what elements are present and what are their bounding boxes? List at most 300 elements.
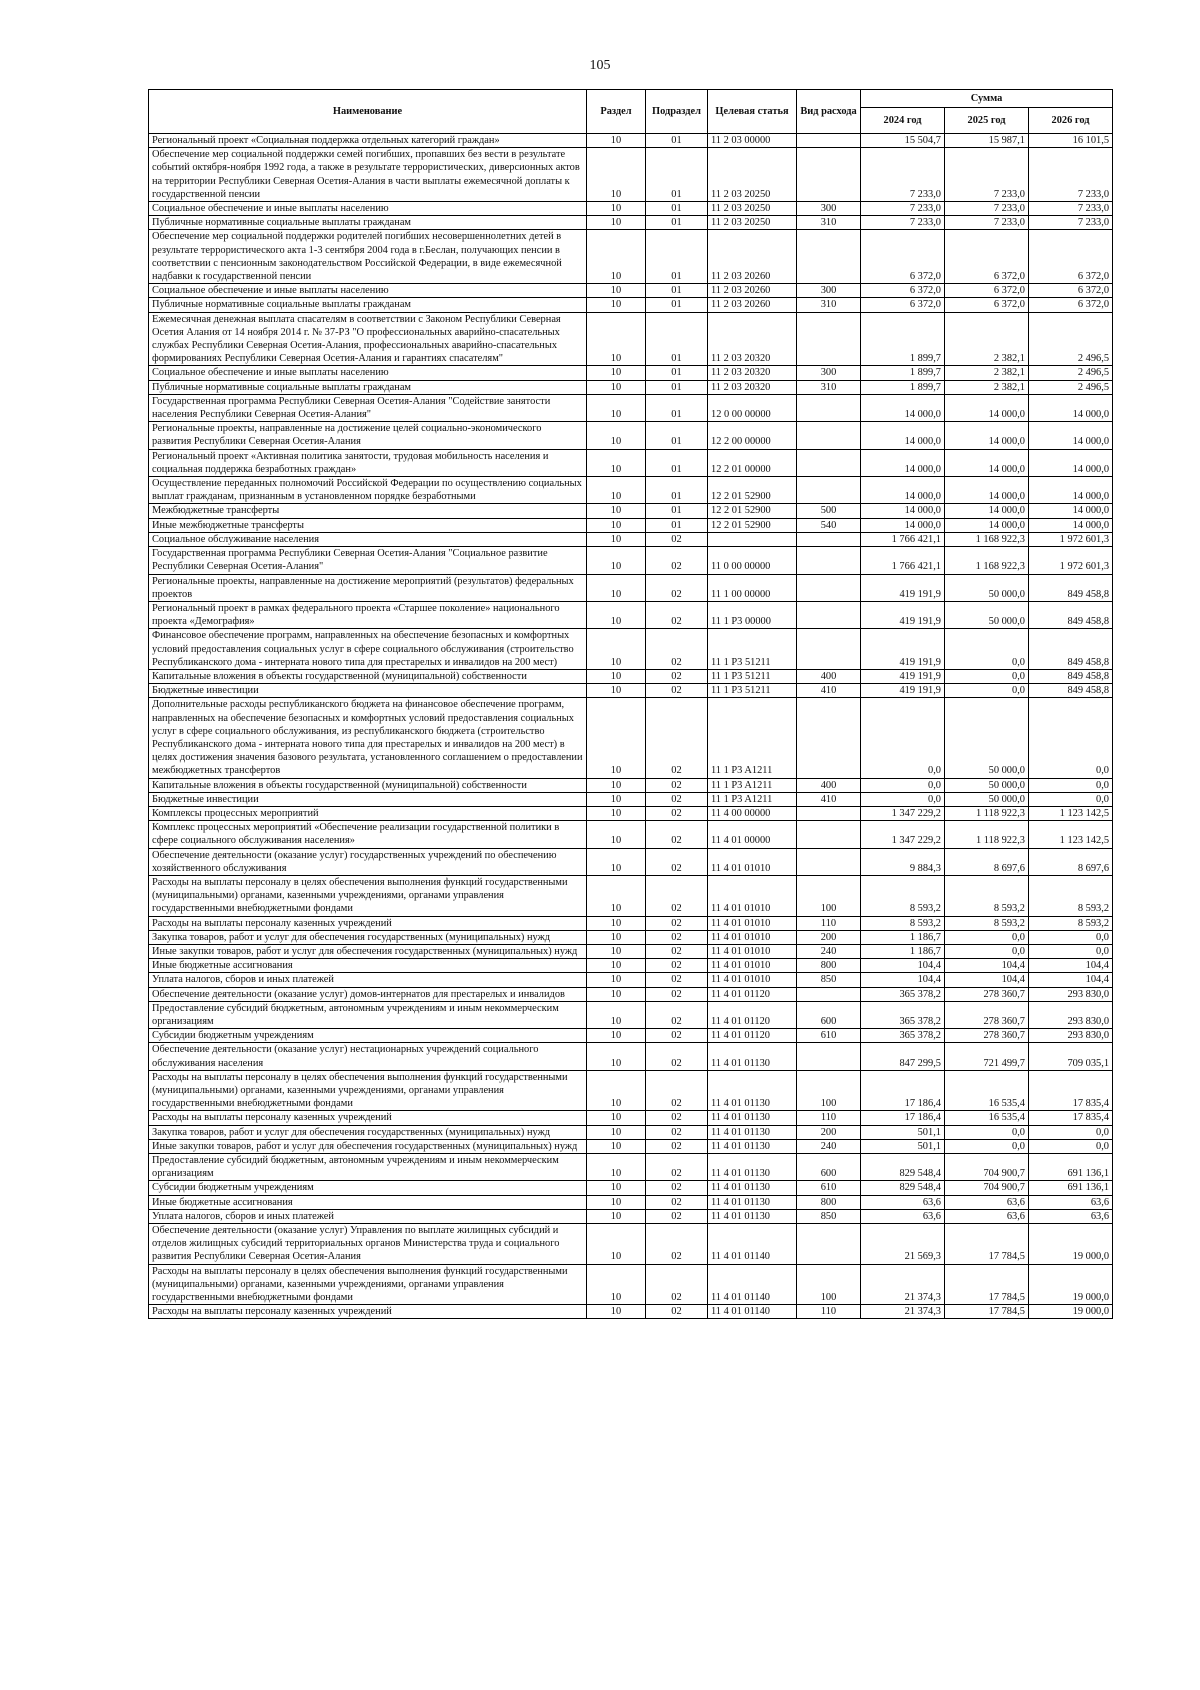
row-sum-2025: 0,0 [945,944,1029,958]
row-section: 10 [587,477,646,504]
row-sum-2025: 2 382,1 [945,312,1029,366]
row-sum-2026: 2 496,5 [1029,366,1113,380]
row-subsection: 01 [646,394,708,421]
row-sum-2025: 63,6 [945,1209,1029,1223]
row-target-article: 11 1 P3 51211 [708,669,797,683]
row-name: Обеспечение деятельности (оказание услуг) домов-интернатов для престарелых и инвалидов [149,987,587,1001]
table-row [149,298,1113,312]
row-expense-kind [797,806,861,820]
row-subsection: 02 [646,1195,708,1209]
row-section: 10 [587,778,646,792]
header-name: Наименование [149,90,587,134]
row-name: Обеспечение деятельности (оказание услуг) Управления по выплате жилищных субсидий и отделов жилищных субсидий территориальных органов Министерства труда и социального развития Республики Северная Осетия-Алания [149,1224,587,1265]
row-sum-2024: 9 884,3 [861,848,945,875]
table-row [149,547,1113,574]
row-name: Социальное обеспечение и иные выплаты населению [149,284,587,298]
row-subsection: 02 [646,684,708,698]
table-row [149,875,1113,916]
row-expense-kind: 300 [797,284,861,298]
row-sum-2025: 50 000,0 [945,574,1029,601]
row-sum-2026: 849 458,8 [1029,574,1113,601]
row-section: 10 [587,230,646,284]
row-section: 10 [587,547,646,574]
row-target-article: 11 4 01 01140 [708,1305,797,1319]
row-sum-2024: 21 569,3 [861,1224,945,1265]
row-subsection: 01 [646,148,708,202]
row-subsection: 02 [646,930,708,944]
table-row [149,449,1113,476]
row-expense-kind: 850 [797,1209,861,1223]
row-subsection: 02 [646,1029,708,1043]
row-section: 10 [587,1001,646,1028]
header-year-2025: 2025 год [945,108,1029,134]
row-sum-2025: 278 360,7 [945,987,1029,1001]
table-row [149,134,1113,148]
row-name: Субсидии бюджетным учреждениям [149,1029,587,1043]
row-target-article: 11 2 03 20260 [708,298,797,312]
row-target-article: 12 2 00 00000 [708,422,797,449]
row-sum-2025: 6 372,0 [945,284,1029,298]
row-subsection: 02 [646,629,708,670]
row-expense-kind: 600 [797,1001,861,1028]
row-sum-2024: 6 372,0 [861,230,945,284]
row-target-article: 12 2 01 52900 [708,518,797,532]
row-sum-2024: 7 233,0 [861,216,945,230]
row-sum-2026: 293 830,0 [1029,987,1113,1001]
row-subsection: 01 [646,284,708,298]
row-sum-2024: 0,0 [861,792,945,806]
row-name: Расходы на выплаты персоналу казенных учреждений [149,916,587,930]
row-subsection: 02 [646,532,708,546]
row-sum-2025: 14 000,0 [945,422,1029,449]
row-subsection: 01 [646,202,708,216]
row-sum-2026: 0,0 [1029,944,1113,958]
row-sum-2024: 829 548,4 [861,1181,945,1195]
row-section: 10 [587,366,646,380]
table-row [149,1264,1113,1305]
header-sum: Сумма [861,90,1113,108]
row-section: 10 [587,930,646,944]
row-expense-kind [797,547,861,574]
row-expense-kind [797,1224,861,1265]
row-sum-2026: 1 972 601,3 [1029,532,1113,546]
row-sum-2026: 6 372,0 [1029,298,1113,312]
row-sum-2025: 16 535,4 [945,1111,1029,1125]
row-sum-2024: 7 233,0 [861,148,945,202]
row-sum-2026: 293 830,0 [1029,1029,1113,1043]
row-target-article: 12 2 01 52900 [708,504,797,518]
row-sum-2025: 1 168 922,3 [945,532,1029,546]
row-sum-2024: 1 766 421,1 [861,547,945,574]
row-expense-kind: 100 [797,875,861,916]
row-expense-kind [797,148,861,202]
row-expense-kind: 610 [797,1181,861,1195]
row-expense-kind: 610 [797,1029,861,1043]
row-subsection: 01 [646,134,708,148]
row-sum-2024: 6 372,0 [861,284,945,298]
table-row [149,1224,1113,1265]
row-sum-2024: 847 299,5 [861,1043,945,1070]
row-subsection: 02 [646,669,708,683]
row-subsection: 01 [646,298,708,312]
row-section: 10 [587,422,646,449]
table-row [149,1029,1113,1043]
row-sum-2026: 6 372,0 [1029,284,1113,298]
row-expense-kind: 410 [797,792,861,806]
row-expense-kind: 100 [797,1070,861,1111]
row-sum-2026: 0,0 [1029,698,1113,778]
row-expense-kind: 110 [797,916,861,930]
row-sum-2026: 0,0 [1029,930,1113,944]
row-name: Обеспечение деятельности (оказание услуг) нестационарных учреждений социального обслуживания населения [149,1043,587,1070]
row-sum-2024: 14 000,0 [861,518,945,532]
table-row [149,792,1113,806]
row-name: Обеспечение мер социальной поддержки родителей погибших несовершеннолетних детей в результате террористического акта 1-3 сентября 2004 года в г.Беслан, получающих пенсии в соответствии с пенсионным законодательством Российской Федерации, в виде ежемесячной надбавки к государственной пенсии [149,230,587,284]
row-sum-2024: 0,0 [861,778,945,792]
row-name: Иные закупки товаров, работ и услуг для обеспечения государственных (муниципальных) нужд [149,1139,587,1153]
row-subsection: 02 [646,1111,708,1125]
table-row [149,284,1113,298]
row-section: 10 [587,134,646,148]
row-section: 10 [587,284,646,298]
row-section: 10 [587,202,646,216]
row-sum-2025: 50 000,0 [945,601,1029,628]
row-name: Дополнительные расходы республиканского бюджета на финансовое обеспечение программ, направленных на обеспечение безопасных и комфортных условий предоставления социальных услуг в сфере социального обслуживания, из республиканского бюджета (строительство Республиканского дома - интерната нового типа для престарелых и инвалидов на 200 мест) в целях достижения значения базового результата, установленного соглашением о предоставлении межбюджетных трансфертов [149,698,587,778]
table-row [149,916,1113,930]
table-row [149,394,1113,421]
row-name: Расходы на выплаты персоналу казенных учреждений [149,1305,587,1319]
row-sum-2026: 2 496,5 [1029,380,1113,394]
row-sum-2024: 14 000,0 [861,394,945,421]
row-section: 10 [587,394,646,421]
row-sum-2024: 501,1 [861,1125,945,1139]
row-sum-2026: 709 035,1 [1029,1043,1113,1070]
row-name: Региональный проект «Социальная поддержка отдельных категорий граждан» [149,134,587,148]
row-target-article: 11 4 01 01010 [708,916,797,930]
row-sum-2026: 8 697,6 [1029,848,1113,875]
row-sum-2026: 1 972 601,3 [1029,547,1113,574]
row-target-article: 11 4 01 01010 [708,944,797,958]
row-sum-2024: 6 372,0 [861,298,945,312]
table-row [149,366,1113,380]
row-sum-2024: 14 000,0 [861,477,945,504]
row-expense-kind: 110 [797,1111,861,1125]
row-target-article: 11 4 01 00000 [708,821,797,848]
row-sum-2025: 15 987,1 [945,134,1029,148]
row-target-article: 11 2 03 20250 [708,216,797,230]
table-row [149,1209,1113,1223]
row-target-article: 12 2 01 00000 [708,449,797,476]
header-target-article: Целевая статья [708,90,797,134]
row-target-article: 11 2 03 20320 [708,312,797,366]
table-row [149,1001,1113,1028]
table-row [149,1305,1113,1319]
row-sum-2026: 63,6 [1029,1209,1113,1223]
row-sum-2024: 21 374,3 [861,1264,945,1305]
row-sum-2026: 14 000,0 [1029,449,1113,476]
row-sum-2025: 2 382,1 [945,366,1029,380]
row-name: Государственная программа Республики Северная Осетия-Алания "Содействие занятости населения Республики Северная Осетия-Алания" [149,394,587,421]
row-section: 10 [587,987,646,1001]
row-target-article: 11 4 01 01130 [708,1139,797,1153]
row-sum-2025: 50 000,0 [945,792,1029,806]
header-year-2024: 2024 год [861,108,945,134]
table-row [149,821,1113,848]
row-sum-2024: 1 899,7 [861,366,945,380]
table-row [149,973,1113,987]
table-row [149,574,1113,601]
row-section: 10 [587,216,646,230]
row-name: Региональный проект «Активная политика занятости, трудовая мобильность населения и социальная поддержка безработных граждан» [149,449,587,476]
row-subsection: 02 [646,973,708,987]
table-row [149,1195,1113,1209]
row-name: Расходы на выплаты персоналу в целях обеспечения выполнения функций государственными (муниципальными) органами, казенными учреждениями, органами управления государственными внебюджетными фондами [149,1264,587,1305]
row-section: 10 [587,1209,646,1223]
row-section: 10 [587,574,646,601]
row-section: 10 [587,1154,646,1181]
row-section: 10 [587,380,646,394]
table-row [149,601,1113,628]
row-sum-2025: 278 360,7 [945,1029,1029,1043]
row-sum-2025: 17 784,5 [945,1224,1029,1265]
row-subsection: 01 [646,380,708,394]
row-sum-2025: 6 372,0 [945,230,1029,284]
row-name: Публичные нормативные социальные выплаты гражданам [149,380,587,394]
row-name: Закупка товаров, работ и услуг для обеспечения государственных (муниципальных) нужд [149,930,587,944]
row-subsection: 02 [646,1154,708,1181]
row-sum-2024: 1 347 229,2 [861,806,945,820]
row-sum-2024: 501,1 [861,1139,945,1153]
row-section: 10 [587,1305,646,1319]
row-subsection: 02 [646,944,708,958]
row-sum-2026: 6 372,0 [1029,230,1113,284]
row-sum-2026: 691 136,1 [1029,1154,1113,1181]
row-sum-2024: 8 593,2 [861,875,945,916]
row-sum-2025: 0,0 [945,1125,1029,1139]
row-name: Обеспечение мер социальной поддержки семей погибших, пропавших без вести в результате событий октября-ноября 1992 года, а также в результате террористических, диверсионных актов на территории Республики Северная Осетия-Алания в части выплаты ежемесячной доплаты к государственной пенсии [149,148,587,202]
row-section: 10 [587,944,646,958]
row-expense-kind: 400 [797,669,861,683]
row-section: 10 [587,1139,646,1153]
row-section: 10 [587,1070,646,1111]
row-expense-kind [797,422,861,449]
table-row [149,380,1113,394]
row-subsection: 01 [646,366,708,380]
table-row [149,230,1113,284]
row-section: 10 [587,312,646,366]
row-section: 10 [587,698,646,778]
row-target-article: 11 4 01 01120 [708,987,797,1001]
row-expense-kind [797,987,861,1001]
row-subsection: 02 [646,848,708,875]
table-row [149,629,1113,670]
row-sum-2026: 17 835,4 [1029,1070,1113,1111]
row-target-article: 11 4 01 01130 [708,1209,797,1223]
row-target-article: 11 4 01 01130 [708,1181,797,1195]
row-sum-2026: 19 000,0 [1029,1305,1113,1319]
row-target-article: 11 4 01 01010 [708,959,797,973]
row-section: 10 [587,916,646,930]
row-section: 10 [587,1181,646,1195]
row-section: 10 [587,669,646,683]
row-target-article: 11 1 P3 A1211 [708,792,797,806]
row-sum-2025: 2 382,1 [945,380,1029,394]
row-name: Комплексы процессных мероприятий [149,806,587,820]
row-name: Социальное обслуживание населения [149,532,587,546]
row-subsection: 02 [646,1070,708,1111]
row-target-article: 11 4 01 01130 [708,1111,797,1125]
table-row [149,848,1113,875]
row-expense-kind: 800 [797,1195,861,1209]
row-subsection: 02 [646,987,708,1001]
row-sum-2024: 419 191,9 [861,684,945,698]
row-sum-2024: 419 191,9 [861,574,945,601]
row-subsection: 02 [646,1181,708,1195]
row-expense-kind [797,698,861,778]
table-row [149,698,1113,778]
row-target-article [708,532,797,546]
row-name: Социальное обеспечение и иные выплаты населению [149,202,587,216]
row-sum-2026: 0,0 [1029,792,1113,806]
row-name: Осуществление переданных полномочий Российской Федерации по осуществлению социальных выплат гражданам, признанным в установленном порядке безработными [149,477,587,504]
row-sum-2024: 419 191,9 [861,669,945,683]
row-subsection: 01 [646,230,708,284]
row-subsection: 02 [646,574,708,601]
row-section: 10 [587,959,646,973]
row-sum-2026: 7 233,0 [1029,202,1113,216]
row-target-article: 11 2 03 20250 [708,202,797,216]
table-row [149,532,1113,546]
row-subsection: 02 [646,959,708,973]
row-subsection: 02 [646,601,708,628]
row-section: 10 [587,601,646,628]
row-target-article: 11 1 P3 51211 [708,684,797,698]
table-row [149,684,1113,698]
row-target-article: 11 1 P3 A1211 [708,778,797,792]
row-sum-2026: 691 136,1 [1029,1181,1113,1195]
row-subsection: 02 [646,698,708,778]
table-row [149,1181,1113,1195]
row-sum-2025: 0,0 [945,684,1029,698]
row-subsection: 02 [646,806,708,820]
row-subsection: 01 [646,216,708,230]
row-target-article: 12 0 00 00000 [708,394,797,421]
row-sum-2025: 0,0 [945,1139,1029,1153]
row-sum-2025: 0,0 [945,930,1029,944]
row-target-article: 11 4 01 01120 [708,1001,797,1028]
row-expense-kind: 100 [797,1264,861,1305]
row-name: Публичные нормативные социальные выплаты гражданам [149,216,587,230]
row-section: 10 [587,629,646,670]
row-sum-2025: 14 000,0 [945,394,1029,421]
row-sum-2025: 7 233,0 [945,148,1029,202]
row-name: Иные бюджетные ассигнования [149,1195,587,1209]
row-sum-2024: 365 378,2 [861,987,945,1001]
row-sum-2026: 16 101,5 [1029,134,1113,148]
row-sum-2026: 849 458,8 [1029,684,1113,698]
row-expense-kind [797,532,861,546]
row-name: Субсидии бюджетным учреждениям [149,1181,587,1195]
row-expense-kind [797,477,861,504]
row-subsection: 02 [646,1209,708,1223]
row-subsection: 02 [646,875,708,916]
table-row [149,518,1113,532]
row-sum-2026: 14 000,0 [1029,422,1113,449]
row-sum-2025: 704 900,7 [945,1154,1029,1181]
table-row [149,778,1113,792]
row-name: Публичные нормативные социальные выплаты гражданам [149,298,587,312]
row-expense-kind: 500 [797,504,861,518]
row-sum-2024: 419 191,9 [861,601,945,628]
row-sum-2026: 14 000,0 [1029,504,1113,518]
row-expense-kind: 850 [797,973,861,987]
row-sum-2025: 50 000,0 [945,698,1029,778]
row-section: 10 [587,298,646,312]
table-row [149,1070,1113,1111]
row-expense-kind: 240 [797,944,861,958]
row-expense-kind: 310 [797,298,861,312]
row-section: 10 [587,1224,646,1265]
row-section: 10 [587,848,646,875]
row-section: 10 [587,1029,646,1043]
row-sum-2026: 14 000,0 [1029,394,1113,421]
row-sum-2024: 63,6 [861,1209,945,1223]
row-section: 10 [587,821,646,848]
row-sum-2026: 17 835,4 [1029,1111,1113,1125]
row-sum-2025: 8 593,2 [945,916,1029,930]
row-sum-2024: 1 347 229,2 [861,821,945,848]
row-sum-2025: 7 233,0 [945,202,1029,216]
row-expense-kind [797,394,861,421]
row-target-article: 11 4 01 01010 [708,930,797,944]
row-expense-kind [797,449,861,476]
row-target-article: 11 1 P3 51211 [708,629,797,670]
row-sum-2026: 0,0 [1029,1125,1113,1139]
table-body [149,134,1113,1319]
row-sum-2025: 14 000,0 [945,518,1029,532]
row-name: Межбюджетные трансферты [149,504,587,518]
row-target-article: 11 2 03 00000 [708,134,797,148]
row-sum-2025: 17 784,5 [945,1305,1029,1319]
row-target-article: 12 2 01 52900 [708,477,797,504]
row-sum-2025: 8 593,2 [945,875,1029,916]
row-sum-2025: 17 784,5 [945,1264,1029,1305]
row-target-article: 11 2 03 20260 [708,284,797,298]
row-sum-2026: 849 458,8 [1029,669,1113,683]
row-section: 10 [587,1264,646,1305]
row-target-article: 11 4 01 01010 [708,973,797,987]
row-sum-2025: 1 118 922,3 [945,821,1029,848]
row-expense-kind [797,821,861,848]
row-sum-2025: 278 360,7 [945,1001,1029,1028]
row-sum-2024: 1 899,7 [861,380,945,394]
row-section: 10 [587,148,646,202]
row-expense-kind [797,601,861,628]
row-sum-2024: 8 593,2 [861,916,945,930]
row-sum-2026: 293 830,0 [1029,1001,1113,1028]
row-expense-kind: 240 [797,1139,861,1153]
row-name: Закупка товаров, работ и услуг для обеспечения государственных (муниципальных) нужд [149,1125,587,1139]
row-section: 10 [587,792,646,806]
row-sum-2025: 1 118 922,3 [945,806,1029,820]
row-target-article: 11 1 00 00000 [708,574,797,601]
table-row [149,504,1113,518]
row-sum-2025: 721 499,7 [945,1043,1029,1070]
row-sum-2024: 1 766 421,1 [861,532,945,546]
table-row [149,1125,1113,1139]
row-subsection: 02 [646,1043,708,1070]
row-sum-2024: 829 548,4 [861,1154,945,1181]
